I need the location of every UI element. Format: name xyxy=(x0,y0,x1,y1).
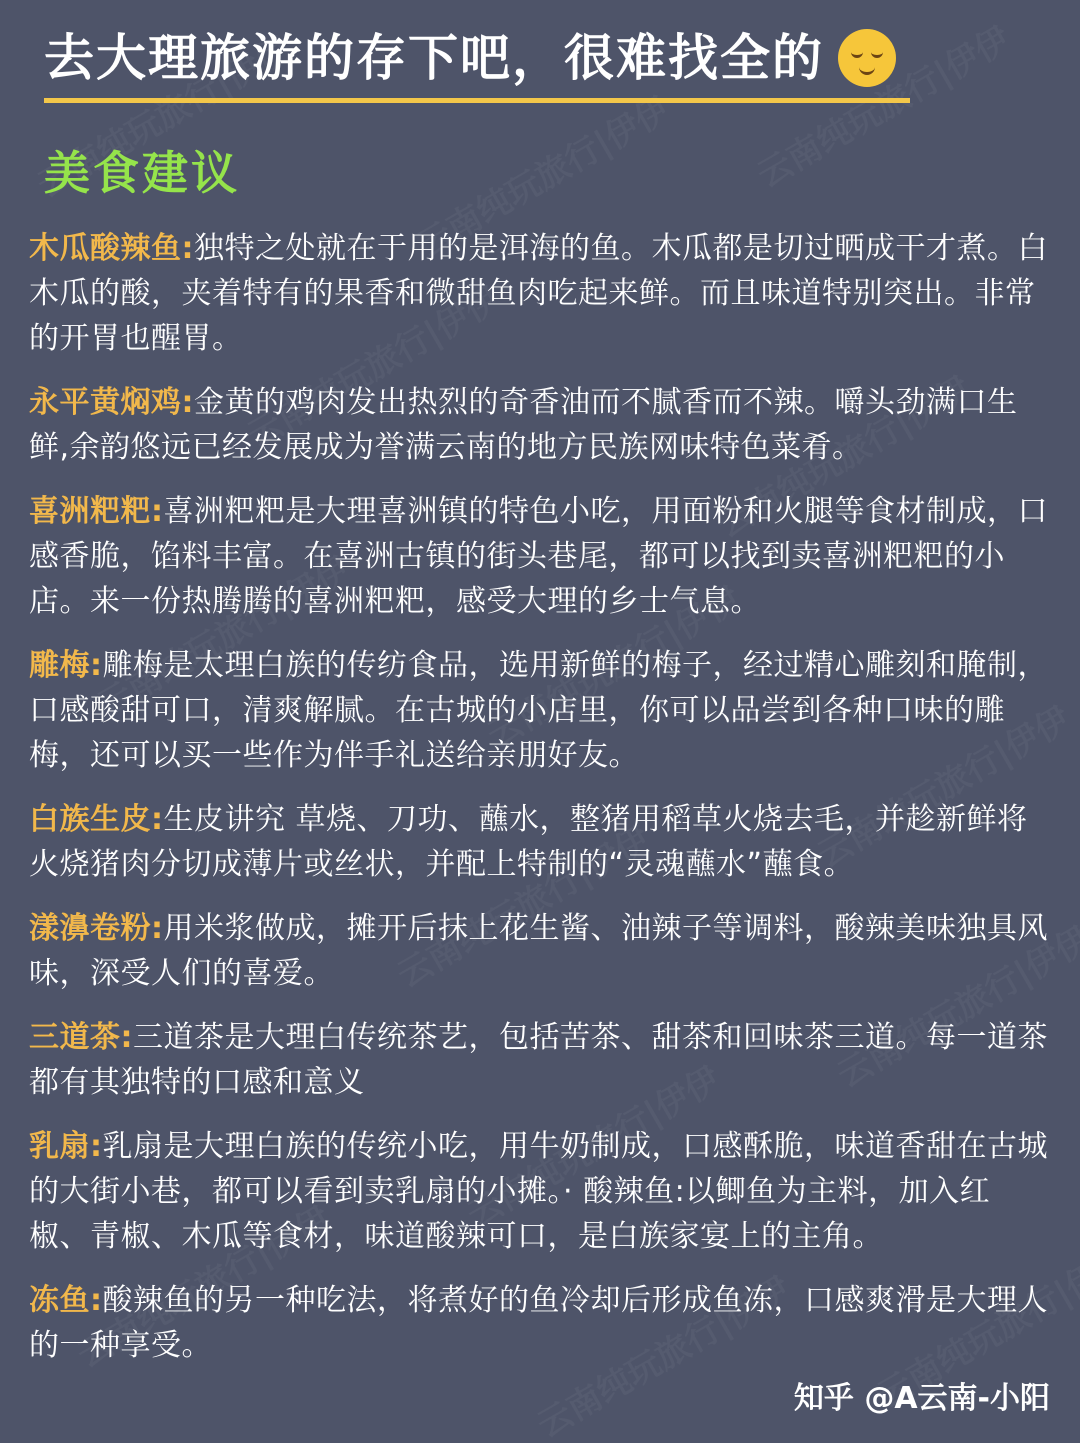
food-description: 金黄的鸡肉发出热烈的奇香油而不腻香而不辣。嚼头劲满口生鲜,余韵悠远已经发展成为誉满云南的地方民族网味特色菜肴。 xyxy=(29,385,1018,465)
page-header xyxy=(44,22,914,103)
food-description: 喜洲粑粑是大理喜洲镇的特色小吃，用面粉和火腿等食材制成，口感香脆，馅料丰富。在喜洲古镇的街头巷尾，都可以找到卖喜洲粑粑的小店。来一份热腾腾的喜洲粑粑，感受大理的乡士气息。 xyxy=(29,494,1048,619)
food-name: 白族生皮: xyxy=(29,802,164,837)
food-item xyxy=(29,1015,1049,1105)
food-description: 独特之处就在于用的是洱海的鱼。木瓜都是切过晒成干才煮。白木瓜的酸，夹着特有的果香和微甜鱼肉吃起来鲜。而且味道特别突出。非常的开胃也醒胃。 xyxy=(29,231,1048,356)
food-name: 木瓜酸辣鱼: xyxy=(29,231,194,266)
section-title: 美食建议 xyxy=(44,146,240,200)
food-description: 酸辣鱼的另一种吃法，将煮好的鱼冷却后形成鱼冻，口感爽滑是大理人的一种享受。 xyxy=(29,1283,1048,1363)
food-name: 冻鱼: xyxy=(29,1283,103,1318)
food-item xyxy=(29,1278,1049,1368)
relieved-face-emoji-icon xyxy=(838,29,896,87)
food-description: 用米浆做成，摊开后抹上花生酱、油辣子等调料，酸辣美味独具风味，深受人们的喜爱。 xyxy=(29,911,1048,991)
food-name: 雕梅: xyxy=(29,648,103,683)
page-title xyxy=(44,22,914,94)
food-name: 喜洲粑粑: xyxy=(29,494,164,529)
food-item xyxy=(29,906,1049,996)
food-name: 乳扇: xyxy=(29,1129,103,1164)
food-item xyxy=(29,643,1049,778)
title-underline xyxy=(44,98,910,103)
food-item xyxy=(29,1124,1049,1259)
food-description: 雕梅是太理白族的传纺食品，选用新鲜的梅子，经过精心雕刻和腌制，口感酸甜可口，清爽解腻。在古城的小店里，你可以品尝到各种口味的雕梅，还可以买一些作为伴手礼送给亲朋好友。 xyxy=(29,648,1048,773)
food-name: 漾濞卷粉: xyxy=(29,911,164,946)
food-name: 三道茶: xyxy=(29,1020,133,1055)
food-description: 乳扇是大理白族的传统小吃，用牛奶制成，口感酥脆，味道香甜在古城的大街小巷，都可以看到卖乳扇的小摊。· 酸辣鱼:以鲫鱼为主料，加入红椒、青椒、木瓜等食材，味道酸辣可口，是白族家宴上的主角。 xyxy=(29,1129,1048,1254)
page-title-text: 去大理旅游的存下吧，很难找全的 xyxy=(44,29,824,87)
food-item xyxy=(29,380,1049,470)
food-list xyxy=(29,226,1049,1387)
food-name: 永平黄焖鸡: xyxy=(29,385,194,420)
food-item xyxy=(29,489,1049,624)
food-description: 生皮讲究 草烧、刀功、蘸水，整猪用稻草火烧去毛，并趁新鲜将火烧猪肉分切成薄片或丝状，并配上特制的“灵魂蘸水”蘸食。 xyxy=(29,802,1028,882)
food-item xyxy=(29,797,1049,887)
food-description: 三道茶是大理白传统茶艺，包括苦茶、甜茶和回味茶三道。每一道茶都有其独特的口感和意义 xyxy=(29,1020,1048,1100)
food-item xyxy=(29,226,1049,361)
zhihu-attribution: 知乎 @A云南-小阳 xyxy=(793,1381,1050,1416)
